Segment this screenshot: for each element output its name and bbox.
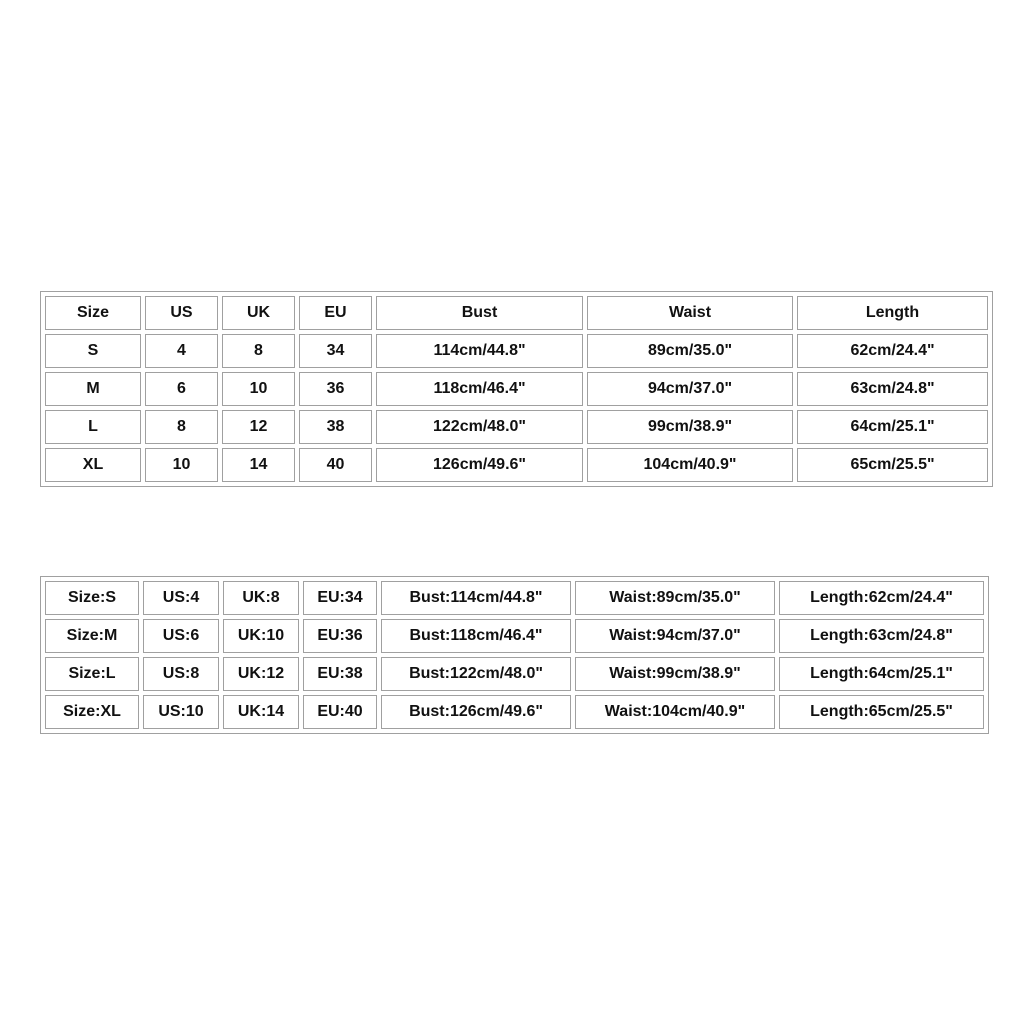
table-cell: 8: [145, 410, 218, 444]
table-cell: Length:64cm/25.1": [779, 657, 984, 691]
header-cell-uk: UK: [222, 296, 295, 330]
table-cell: 89cm/35.0": [587, 334, 793, 368]
table-row: [45, 581, 984, 615]
header-cell-waist: Waist: [587, 296, 793, 330]
table-cell: 64cm/25.1": [797, 410, 988, 444]
table-cell: 114cm/44.8": [376, 334, 583, 368]
table-cell: 10: [222, 372, 295, 406]
table-cell: Waist:89cm/35.0": [575, 581, 775, 615]
table-cell: L: [45, 410, 141, 444]
table-cell: Bust:126cm/49.6": [381, 695, 571, 729]
table-cell: 6: [145, 372, 218, 406]
table-cell: US:6: [143, 619, 219, 653]
table-cell: UK:14: [223, 695, 299, 729]
table-cell: EU:40: [303, 695, 377, 729]
table-cell: Bust:114cm/44.8": [381, 581, 571, 615]
table-cell: UK:12: [223, 657, 299, 691]
table-cell: 10: [145, 448, 218, 482]
table-cell: Length:65cm/25.5": [779, 695, 984, 729]
table-cell: Size:M: [45, 619, 139, 653]
table-cell: 34: [299, 334, 372, 368]
table-cell: 99cm/38.9": [587, 410, 793, 444]
header-cell-bust: Bust: [376, 296, 583, 330]
header-cell-eu: EU: [299, 296, 372, 330]
table-cell: M: [45, 372, 141, 406]
table-cell: 62cm/24.4": [797, 334, 988, 368]
table-cell: Length:62cm/24.4": [779, 581, 984, 615]
table-cell: Waist:99cm/38.9": [575, 657, 775, 691]
table-cell: US:10: [143, 695, 219, 729]
table-cell: 12: [222, 410, 295, 444]
table-cell: 94cm/37.0": [587, 372, 793, 406]
table-cell: 38: [299, 410, 372, 444]
header-cell-size: Size: [45, 296, 141, 330]
table-cell: 36: [299, 372, 372, 406]
table-cell: 65cm/25.5": [797, 448, 988, 482]
table-cell: Waist:94cm/37.0": [575, 619, 775, 653]
table-row: [45, 695, 984, 729]
table-cell: 40: [299, 448, 372, 482]
size-chart-labeled-table: [40, 576, 989, 734]
table-cell: 8: [222, 334, 295, 368]
table-row: [45, 410, 988, 444]
table-cell: EU:38: [303, 657, 377, 691]
table-cell: XL: [45, 448, 141, 482]
table-cell: 104cm/40.9": [587, 448, 793, 482]
header-cell-us: US: [145, 296, 218, 330]
table-cell: EU:34: [303, 581, 377, 615]
table-cell: Size:S: [45, 581, 139, 615]
table-cell: Bust:122cm/48.0": [381, 657, 571, 691]
table-row: [45, 657, 984, 691]
table-row: [45, 372, 988, 406]
table-row: [45, 448, 988, 482]
header-cell-length: Length: [797, 296, 988, 330]
table-cell: Length:63cm/24.8": [779, 619, 984, 653]
table-cell: 14: [222, 448, 295, 482]
table-cell: 126cm/49.6": [376, 448, 583, 482]
table-cell: 63cm/24.8": [797, 372, 988, 406]
table-cell: EU:36: [303, 619, 377, 653]
table-cell: 4: [145, 334, 218, 368]
size-chart-table: [40, 291, 993, 487]
table-cell: US:8: [143, 657, 219, 691]
table-cell: US:4: [143, 581, 219, 615]
table-cell: Size:XL: [45, 695, 139, 729]
table-row: [45, 619, 984, 653]
table-cell: Waist:104cm/40.9": [575, 695, 775, 729]
table-cell: 122cm/48.0": [376, 410, 583, 444]
table-cell: UK:10: [223, 619, 299, 653]
table-cell: UK:8: [223, 581, 299, 615]
table-row: [45, 334, 988, 368]
table-cell: Bust:118cm/46.4": [381, 619, 571, 653]
table-cell: S: [45, 334, 141, 368]
table-header-row: [45, 296, 988, 330]
table-cell: 118cm/46.4": [376, 372, 583, 406]
table-cell: Size:L: [45, 657, 139, 691]
